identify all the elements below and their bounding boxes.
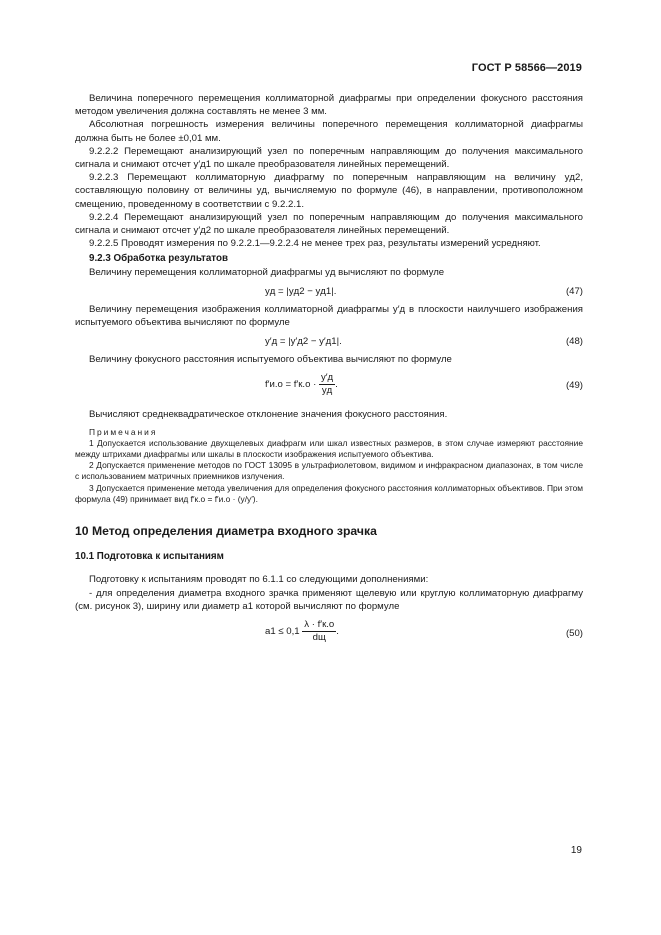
formula-fraction: [319, 372, 335, 397]
formula-number: (50): [565, 628, 583, 640]
formula-lhs: f′и.о = f′к.о ·: [265, 379, 317, 391]
formula-tail: .: [335, 379, 338, 391]
section-heading-10-1: 10.1 Подготовка к испытаниям: [75, 551, 224, 563]
page-number: 19: [570, 845, 582, 856]
fraction-numerator: y′д: [320, 372, 334, 384]
formula-number: (49): [565, 380, 583, 392]
paragraph: 9.2.2.5 Проводят измерения по 9.2.2.1—9.2.2.4 не менее трех раз, результаты измерений усредняют.: [89, 238, 541, 250]
formula-expression: [265, 372, 338, 397]
paragraph: - для определения диаметра входного зрачка применяют щелевую или круглую коллиматорную диафрагму (см. рисунок 3), ширину или диаметр a1 которой вычисляют по формуле: [75, 587, 583, 612]
formula-49: [75, 366, 583, 408]
formula-50: [75, 615, 583, 657]
formula-tail: .: [336, 626, 339, 638]
formula-number: (47): [565, 285, 583, 297]
formula-text: yд = |yд2 − yд1|.: [265, 285, 337, 297]
paragraph: 9.2.2.2 Перемещают анализирующий узел по поперечным направляющим до получения максимального сигнала и снимают отсчет y′д1 по шкале преобразователя линейных перемещений.: [75, 145, 583, 171]
notes-label: Примечания: [89, 426, 158, 437]
section-heading-9-2-3: 9.2.3 Обработка результатов: [89, 253, 228, 265]
paragraph: Подготовку к испытаниям проводят по 6.1.1 со следующими дополнениями:: [89, 574, 429, 586]
paragraph: Вычисляют среднеквадратическое отклонение значения фокусного расстояния.: [89, 409, 448, 421]
note-item: 1 Допускается использование двухщелевых диафрагм или шкал известных размеров, в этом случае измеряют расстояние между штрихами диафрагмы или шкалы в плоскости изображения испытуемого объектива.: [75, 437, 583, 460]
fraction-denominator: dщ: [312, 632, 326, 644]
formula-text: y′д = |y′д2 − y′д1|.: [265, 336, 342, 348]
section-heading-10: 10 Метод определения диаметра входного зрачка: [75, 524, 377, 539]
fraction-numerator: λ · f′к.о: [304, 619, 335, 631]
formula-47: [75, 279, 583, 303]
paragraph: Величину перемещения коллиматорной диафрагмы yд вычисляют по формуле: [89, 266, 445, 278]
formula-number: (48): [565, 336, 583, 348]
paragraph: Величину фокусного расстояния испытуемого объектива вычисляют по формуле: [89, 354, 452, 366]
paragraph: Величина поперечного перемещения коллиматорной диафрагмы при определении фокусного расстояния методом увеличения должна составлять не менее 3 мм.: [75, 93, 583, 118]
fraction-denominator: yд: [321, 385, 333, 397]
note-item: 2 Допускается применение методов по ГОСТ 13095 в ультрафиолетовом, видимом и инфракрасном диапазонах, в том числе с использованием матричных приемников излучения.: [75, 460, 583, 482]
formula-expression: [265, 619, 339, 644]
paragraph: 9.2.2.3 Перемещают коллиматорную диафрагму по поперечным направляющим на величину yд2, составляющую половину от величины yд, вычисляемую по формуле (46), в направлении, противоположном смещению, проведенному в соответствии с 9.2.2.1.: [75, 172, 583, 210]
paragraph: Величину перемещения изображения коллиматорной диафрагмы y′д в плоскости наилучшего изображения испытуемого объектива вычисляют по формуле: [75, 303, 583, 329]
notes-block: [75, 427, 583, 505]
note-item: 3 Допускается применение метода увеличения для определения фокусного расстояния коллиматорных объективов. При этом формула (49) принимает вид f′к.о = f′и.о · (y/y′).: [75, 482, 583, 504]
standard-code-header: ГОСТ Р 58566—2019: [471, 62, 582, 74]
formula-fraction: [302, 619, 336, 644]
document-body: [75, 92, 583, 657]
formula-lhs: a1 ≤ 0,1: [265, 626, 300, 638]
paragraph: 9.2.2.4 Перемещают анализирующий узел по поперечным направляющим до получения максимального сигнала и снимают отсчет y′д2 по шкале преобразователя линейных перемещений.: [75, 211, 583, 237]
paragraph: Абсолютная погрешность измерения величины поперечного перемещения коллиматорной диафрагмы должна быть не более ±0,01 мм.: [75, 119, 583, 144]
formula-48: [75, 329, 583, 353]
